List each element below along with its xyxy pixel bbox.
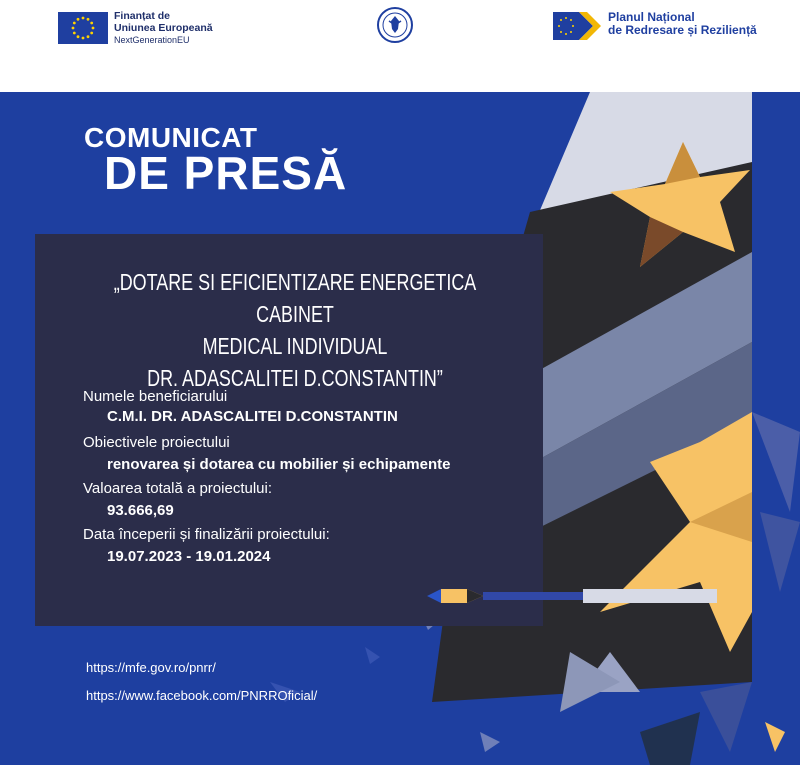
header-bar xyxy=(0,0,800,92)
period-label: Data începerii și finalizării proiectului: xyxy=(83,526,330,543)
total-value-amount: 93.666,69 xyxy=(107,502,174,519)
eu-flag-icon xyxy=(58,12,108,44)
period-value: 19.07.2023 - 19.01.2024 xyxy=(107,548,271,565)
pnrr-line-2: de Redresare și Reziliență xyxy=(608,23,757,37)
pnrr-line-1: Planul Național xyxy=(608,10,695,24)
pencil-progress-graphic xyxy=(427,589,717,603)
eu-line-3: NextGenerationEU xyxy=(114,35,190,45)
eu-funding-label xyxy=(114,10,213,46)
eu-line-2: Uniunea Europeană xyxy=(114,22,213,34)
pnrr-label xyxy=(608,11,757,37)
total-value-label: Valoarea totală a proiectului: xyxy=(83,480,273,497)
headline-line-1: COMUNICAT xyxy=(84,122,258,153)
eu-line-1: Finanțat de xyxy=(114,10,171,22)
project-info-panel xyxy=(35,234,543,626)
objectives-value: renovarea și dotarea cu mobilier și echipamente xyxy=(107,456,451,473)
project-title-line-3: DR. ADASCALITEI D.CONSTANTIN” xyxy=(147,365,443,391)
project-title-line-1: „DOTARE SI EFICIENTIZARE ENERGETICA CABINET xyxy=(113,269,477,327)
beneficiary-label: Numele beneficiarului xyxy=(83,388,228,405)
facebook-link[interactable]: https://www.facebook.com/PNRROficial/ xyxy=(86,688,318,703)
mfe-link[interactable]: https://mfe.gov.ro/pnrr/ xyxy=(86,660,216,675)
headline-line-2: DE PRESĂ xyxy=(104,147,348,199)
press-release-poster xyxy=(0,92,800,765)
government-seal-icon xyxy=(377,7,413,43)
pnrr-logo-icon xyxy=(553,12,603,40)
project-title-line-2: MEDICAL INDIVIDUAL xyxy=(202,333,388,359)
objectives-label: Obiectivele proiectului xyxy=(83,434,230,451)
project-title xyxy=(108,266,482,394)
beneficiary-value: C.M.I. DR. ADASCALITEI D.CONSTANTIN xyxy=(107,408,398,425)
